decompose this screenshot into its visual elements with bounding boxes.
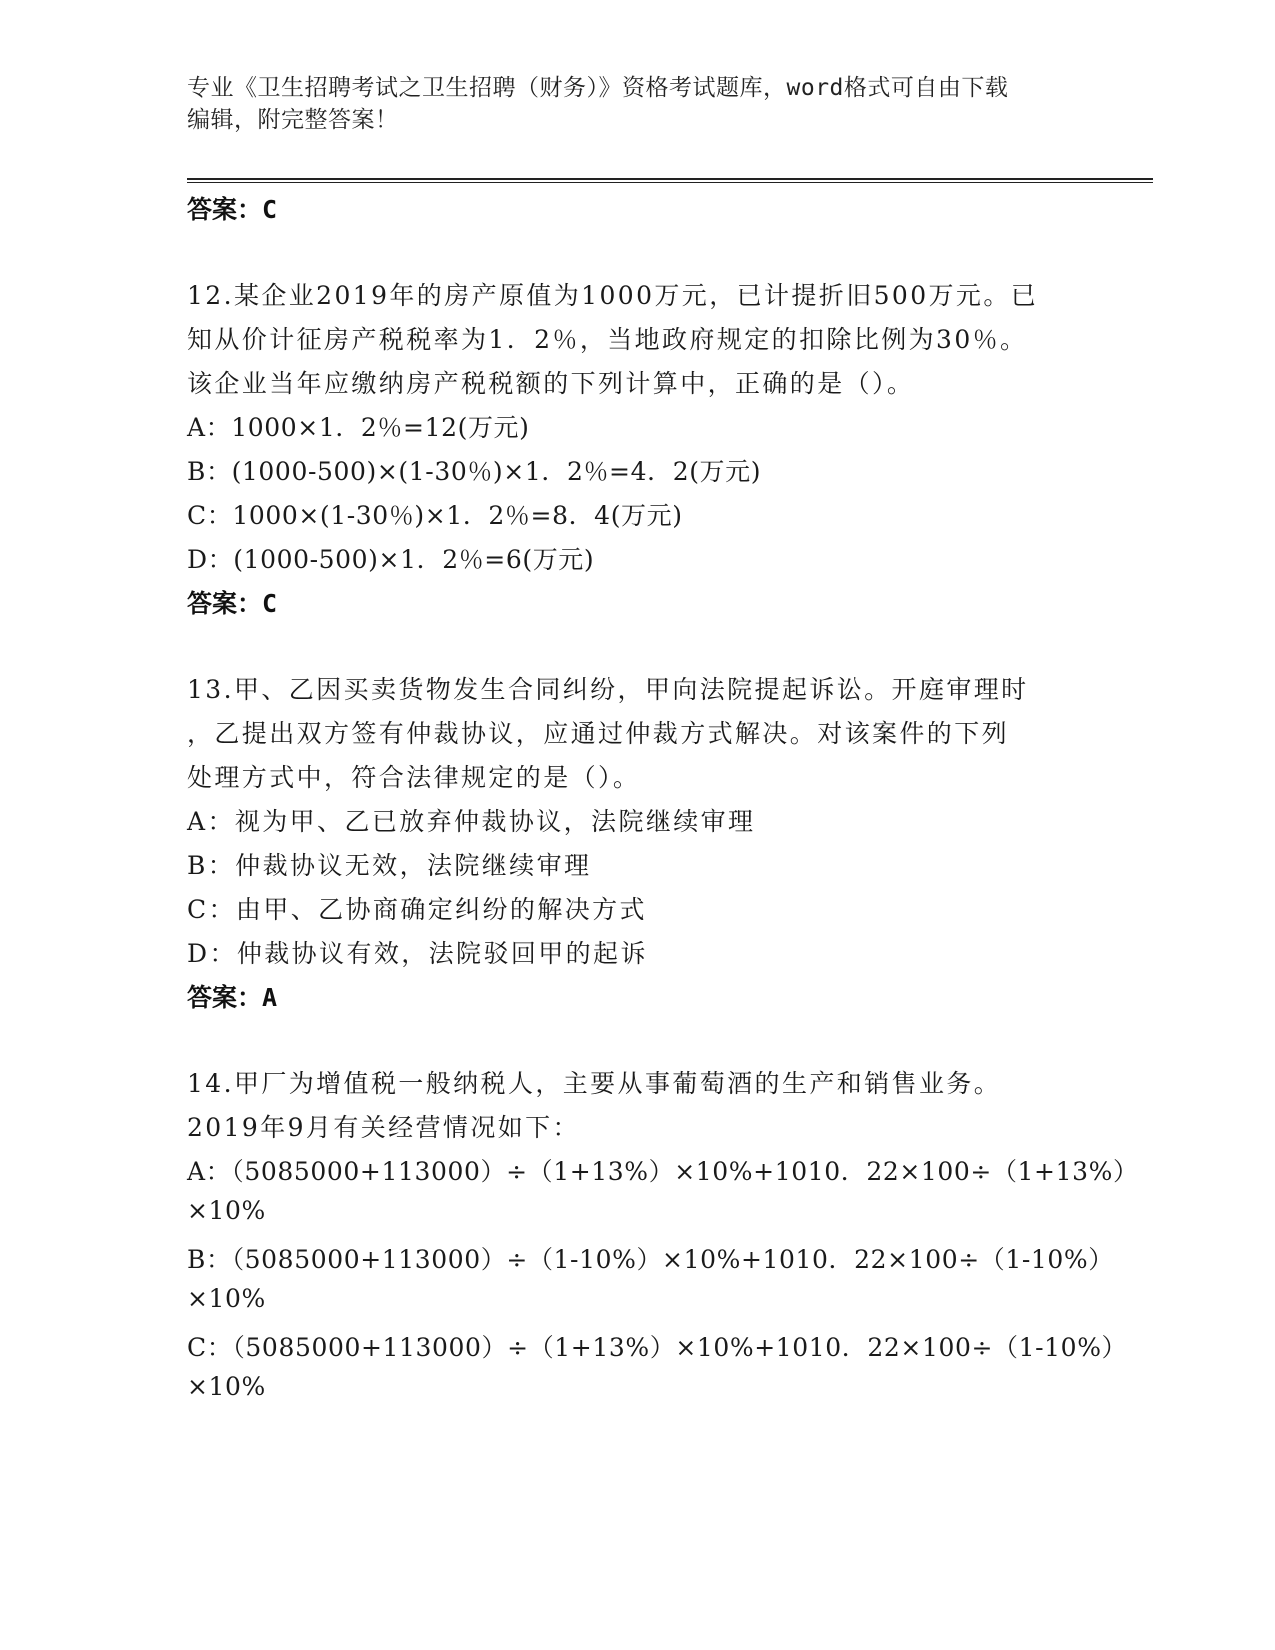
- q12-option-b: B：(1000-500)×(1-30％)×1．2％=4．2(万元): [187, 457, 762, 486]
- document-header: [187, 72, 1067, 136]
- q13-stem-line-2: ，乙提出双方签有仲裁协议，应通过仲裁方式解决。对该案件的下列: [187, 719, 1010, 748]
- q12-option-a: A：1000×1．2％=12(万元): [187, 413, 530, 442]
- q12-stem-line-2: 知从价计征房产税税率为1．2％，当地政府规定的扣除比例为30％。: [187, 325, 1028, 354]
- q11-answer: 答案：C: [187, 195, 278, 224]
- q14-option-c-line-2: ×10%: [187, 1372, 266, 1401]
- q14-option-a-line-1: A：（5085000+113000）÷（1+13%）×10%+1010．22×100÷（1+13%）: [187, 1157, 1139, 1186]
- q14-option-b-line-2: ×10%: [187, 1284, 266, 1313]
- header-divider-thick: [187, 178, 1153, 180]
- header-line-1: 专业《卫生招聘考试之卫生招聘（财务）》资格考试题库，word格式可自由下载: [187, 75, 1009, 101]
- q12-option-d: D：(1000-500)×1．2％=6(万元): [187, 545, 595, 574]
- q12-stem-line-1: 12.某企业2019年的房产原值为1000万元，已计提折旧500万元。已: [187, 281, 1039, 310]
- q13-option-a: A：视为甲、乙已放弃仲裁协议，法院继续审理: [187, 807, 756, 836]
- q13-answer: 答案：A: [187, 983, 278, 1012]
- q13-stem-line-3: 处理方式中，符合法律规定的是（）。: [187, 763, 641, 792]
- q14-option-a-line-2: ×10%: [187, 1196, 266, 1225]
- q14-stem-line-2: 2019年9月有关经营情况如下：: [187, 1113, 580, 1142]
- q12-option-c: C：1000×(1-30％)×1．2％=8．4(万元): [187, 501, 683, 530]
- header-line-2: 编辑，附完整答案！: [187, 107, 399, 133]
- q12-answer: 答案：C: [187, 589, 278, 618]
- q12-stem-line-3: 该企业当年应缴纳房产税税额的下列计算中，正确的是（）。: [187, 369, 915, 398]
- q13-option-b: B：仲裁协议无效，法院继续审理: [187, 851, 592, 880]
- q13-stem-line-1: 13.甲、乙因买卖货物发生合同纠纷，甲向法院提起诉讼。开庭审理时: [187, 675, 1029, 704]
- header-divider-thin: [187, 182, 1153, 183]
- q14-stem-line-1: 14.甲厂为增值税一般纳税人，主要从事葡萄酒的生产和销售业务。: [187, 1069, 1002, 1098]
- q14-option-b-line-1: B：（5085000+113000）÷（1-10%）×10%+1010．22×100÷（1-10%）: [187, 1245, 1114, 1274]
- q13-option-d: D：仲裁协议有效，法院驳回甲的起诉: [187, 939, 648, 968]
- q14-option-c-line-1: C：（5085000+113000）÷（1+13%）×10%+1010．22×100÷（1-10%）: [187, 1333, 1128, 1362]
- q13-option-c: C：由甲、乙协商确定纠纷的解决方式: [187, 895, 647, 924]
